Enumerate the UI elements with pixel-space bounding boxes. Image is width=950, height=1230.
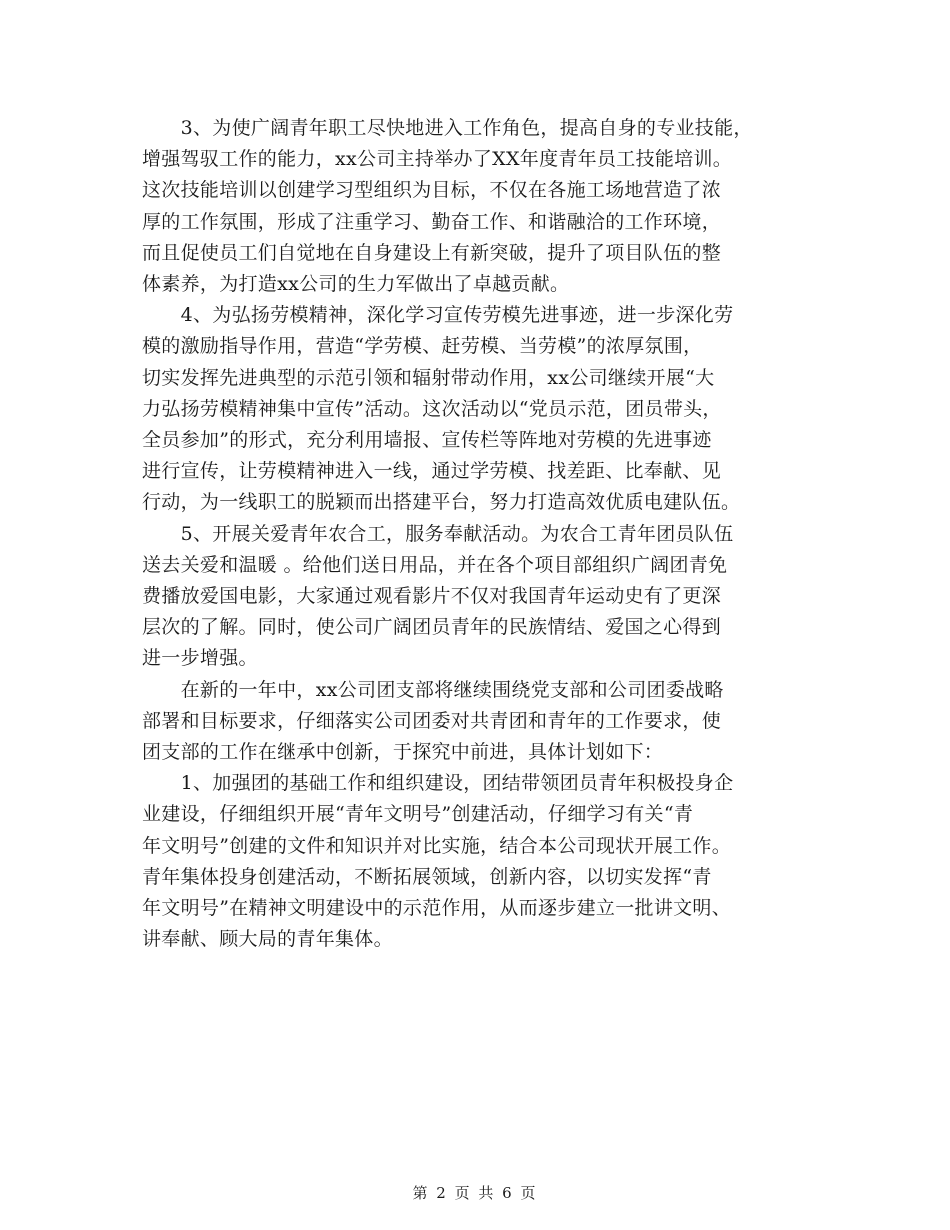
text-line: 5、开展关爱青年农合工，服务奉献活动。为农合工青年团员队伍 — [142, 522, 734, 545]
text-line: 进一步增强。 — [142, 647, 258, 670]
text-line: 3、为使广阔青年职工尽快地进入工作角色，提高自身的专业技能， — [142, 117, 753, 139]
text-line: 年文明号”在精神文明建设中的示范作用，从而逐步建立一批讲文明、 — [142, 897, 732, 919]
text-line: 部署和目标要求，仔细落实公司团委对共青团和青年的工作要求，使 — [142, 709, 722, 732]
text-line: 而且促使员工们自觉地在自身建设上有新突破，提升了项目队伍的整 — [142, 241, 722, 264]
text-line: 1、加强团的基础工作和组织建设，团结带领团员青年积极投身企 — [142, 772, 734, 795]
text-line: 青年集体投身创建活动，不断拓展领域，创新内容，以切实发挥“青 — [142, 865, 712, 888]
text-line: 切实发挥先进典型的示范引领和辐射带动作用，xx公司继续开展“大 — [142, 366, 715, 389]
text-line: 团支部的工作在继承中创新，于探究中前进，具体计划如下： — [142, 741, 664, 763]
text-line: 体素养，为打造xx公司的生力军做出了卓越贡献。 — [142, 273, 570, 295]
text-line: 4、为弘扬劳模精神，深化学习宣传劳模先进事迹，进一步深化劳 — [142, 304, 734, 327]
text-line: 全员参加”的形式，充分利用墙报、宣传栏等阵地对劳模的先进事迹 — [142, 429, 712, 451]
text-line: 模的激励指导作用，营造“学劳模、赶劳模、当劳模”的浓厚氛围， — [142, 335, 703, 358]
page-footer: 第 2 页 共 6 页 — [412, 1184, 538, 1202]
text-line: 厚的工作氛围，形成了注重学习、勤奋工作、和谐融洽的工作环境， — [142, 210, 722, 233]
text-line: 行动，为一线职工的脱颖而出搭建平台，努力打造高效优质电建队伍。 — [142, 491, 741, 514]
text-line: 这次技能培训以创建学习型组织为目标，不仅在各施工场地营造了浓 — [142, 179, 722, 202]
text-line: 进行宣传，让劳模精神进入一线，通过学劳模、找差距、比奉献、见 — [142, 460, 722, 483]
text-line: 力弘扬劳模精神集中宣传”活动。这次活动以“党员示范，团员带头， — [142, 397, 722, 420]
text-line: 送去关爱和温暖 。给他们送日用品，并在各个项目部组织广阔团青免 — [142, 553, 728, 576]
text-line: 费播放爱国电影，大家通过观看影片不仅对我国青年运动史有了更深 — [142, 585, 722, 607]
text-line: 业建设，仔细组织开展“青年文明号”创建活动，仔细学习有关“青 — [142, 803, 694, 826]
text-line: 增强驾驭工作的能力，xx公司主持举办了XX年度青年员工技能培训。 — [142, 148, 733, 171]
text-line: 年文明号”创建的文件和知识并对比实施，结合本公司现状开展工作。 — [142, 834, 732, 857]
text-line: 层次的了解。同时，使公司广阔团员青年的民族情结、爱国之心得到 — [142, 616, 722, 639]
text-line: 讲奉献、顾大局的青年集体。 — [142, 928, 393, 951]
text-line: 在新的一年中，xx公司团支部将继续围绕党支部和公司团委战略 — [142, 678, 724, 701]
